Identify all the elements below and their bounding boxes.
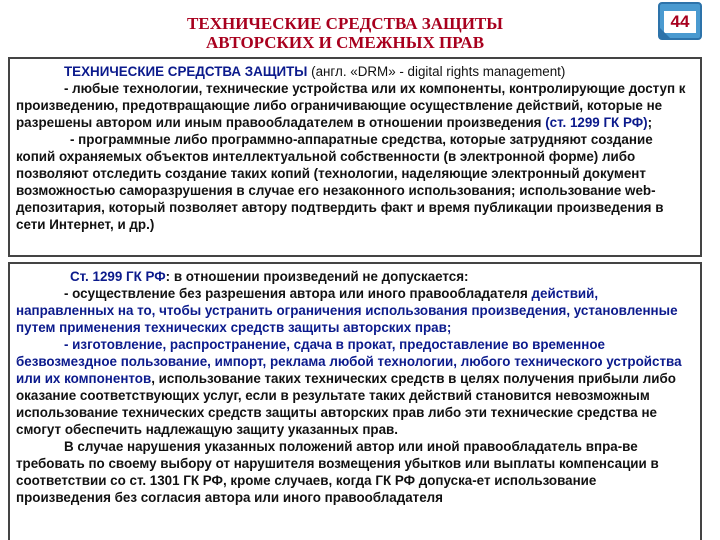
definition-article-ref: (ст. 1299 ГК РФ) <box>545 115 648 130</box>
definition-paragraph-2: - программные либо программно-аппаратные средства, которые затрудняют создание копий охраняемых объектов интеллектуальной собственности (в электронной форме) либо позволяют отследить создание таких копий (технологии, наделяющие электронный документ возможностью саморазрушения в случае его незаконного использования; использование web-депозитария, который позволяет автору подтвердить факт и время публикации произведения в сети Интернет, и др.) <box>16 132 664 232</box>
article-item-2-highlight: - изготовление, распространение, сдача в прокат, предоставление во временное безвозмездное пользование, импорт, реклама любой технологии, любого технического устройства или их компонентов <box>16 337 682 386</box>
article-item-2 <box>16 336 694 438</box>
definition-box <box>8 57 702 257</box>
article-ref: Ст. 1299 ГК РФ <box>70 269 166 284</box>
article-closing: В случае нарушения указанных положений автор или иной правообладатель впра-ве требовать по своему выбору от нарушителя возмещения убытков или выплаты компенсации в соответствии со ст. 1301 ГК РФ, кроме случаев, когда ГК РФ допуска-ет использование произведения без согласия автора или иного правообладателя <box>16 439 659 505</box>
page-number-badge <box>658 2 702 40</box>
article-item-1-lead: - осуществление без разрешения автора или иного правообладателя <box>64 286 532 301</box>
article-item-1-highlight: действий, направленных на то, чтобы устранить ограничения использования произведения, установленные путем применения технических средств защиты авторских прав; <box>16 286 678 335</box>
article-item-1 <box>16 285 694 336</box>
article-item-2-rest: , использование таких технических средств в целях получения прибыли либо оказание соответствующих услуг, если в результате таких действий становится невозможным использование технических средств защиты авторских прав либо эти технические средства не смогут обеспечить надлежащую защиту указанных прав. <box>16 371 676 437</box>
definition-term-note: (англ. «DRM» - digital rights management) <box>307 64 566 79</box>
definition-paragraph-1-end: ; <box>647 115 653 130</box>
definition-term: ТЕХНИЧЕСКИЕ СРЕДСТВА ЗАЩИТЫ <box>64 64 308 79</box>
definition-heading <box>16 63 694 80</box>
page-title-line-2: АВТОРСКИХ И СМЕЖНЫХ ПРАВ <box>205 33 485 52</box>
page-title-line-1: ТЕХНИЧЕСКИЕ СРЕДСТВА ЗАЩИТЫ <box>187 14 503 33</box>
definition-paragraph-1-text: - любые технологии, технические устройства или их компоненты, контролирующие доступ к произведению, предотвращающие либо ограничивающие осуществление действий, которые не разрешены автором или иным правообладателем в отношении произведения <box>16 81 686 130</box>
page-corner-fold-icon <box>660 28 670 38</box>
definition-paragraph-1 <box>16 80 694 131</box>
page-title <box>100 14 590 52</box>
article-box <box>8 262 702 540</box>
article-intro <box>16 268 694 285</box>
article-intro-text: : в отношении произведений не допускается: <box>165 269 469 284</box>
page-number: 44 <box>664 11 696 33</box>
